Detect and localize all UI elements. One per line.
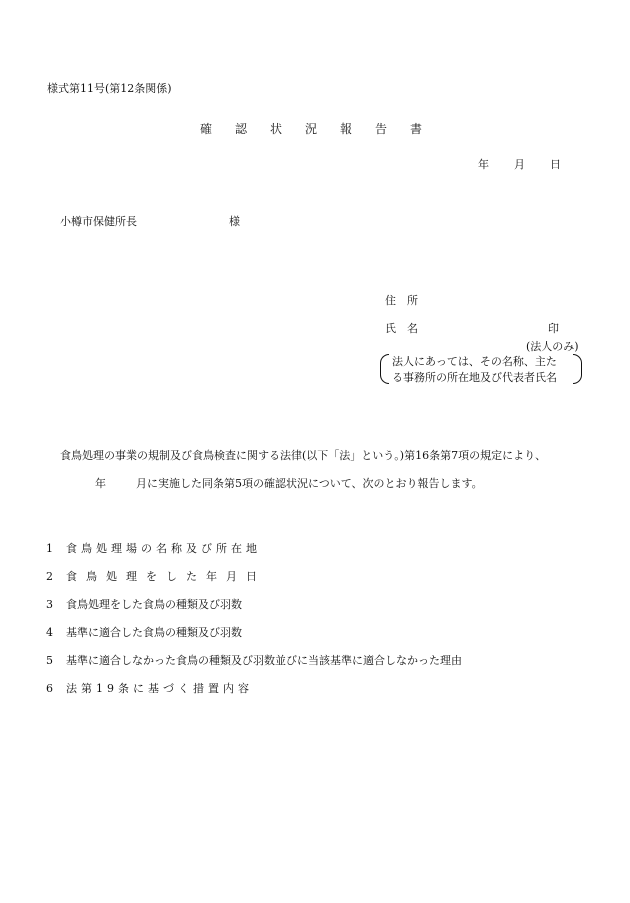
title-char: 況 xyxy=(305,122,318,136)
corporation-note xyxy=(380,353,582,385)
item-number: 5 xyxy=(46,654,53,667)
item-text: 基準に適合した食鳥の種類及び羽数 xyxy=(66,626,242,639)
note-line-1: 法人にあっては、その名称、主た xyxy=(392,355,557,368)
report-item xyxy=(46,540,261,556)
title-char: 告 xyxy=(375,122,388,136)
item-number: 2 xyxy=(46,570,53,583)
title-char: 状 xyxy=(270,122,283,136)
body-paragraph-line-1: 食鳥処理の事業の規制及び食鳥検査に関する法律(以下「法」という。)第16条第7項の規定により、 xyxy=(60,449,547,462)
title-char: 書 xyxy=(410,122,423,136)
recipient-honorific: 様 xyxy=(229,215,240,228)
left-bracket xyxy=(380,354,389,384)
form-number: 様式第11号(第12条関係) xyxy=(47,82,172,95)
seal-mark: 印 xyxy=(548,322,559,335)
body-year-label: 年 xyxy=(95,477,106,490)
item-text: 法第19条に基づく措置内容 xyxy=(66,682,253,695)
report-item xyxy=(46,624,242,640)
report-item xyxy=(46,596,242,612)
item-text: 食鳥処理場の名称及び所在地 xyxy=(66,542,261,555)
address-label: 住 所 xyxy=(385,294,418,307)
item-text: 基準に適合しなかった食鳥の種類及び羽数並びに当該基準に適合しなかった理由 xyxy=(66,654,462,667)
report-item xyxy=(46,652,462,668)
note-line-2: る事務所の所在地及び代表者氏名 xyxy=(392,371,557,384)
item-number: 3 xyxy=(46,598,53,611)
item-text: 食鳥処理をした食鳥の種類及び羽数 xyxy=(66,598,242,611)
report-item xyxy=(46,680,253,696)
title-char: 報 xyxy=(340,122,353,136)
title-char: 確 xyxy=(200,122,213,136)
item-number: 1 xyxy=(46,542,53,555)
date-day-label: 日 xyxy=(550,158,561,171)
document-title xyxy=(200,120,445,137)
item-number: 4 xyxy=(46,626,53,639)
corp-only-note: (法人のみ) xyxy=(526,340,579,353)
body-line-2-text: 月に実施した同条第5項の確認状況について、次のとおり報告します。 xyxy=(136,477,483,490)
recipient-name: 小樽市保健所長 xyxy=(60,215,137,228)
title-char: 認 xyxy=(235,122,248,136)
body-paragraph-line-2 xyxy=(95,475,483,491)
right-bracket xyxy=(573,354,582,384)
item-number: 6 xyxy=(46,682,53,695)
date-year-label: 年 xyxy=(478,158,489,171)
date-line xyxy=(478,156,586,172)
item-text: 食鳥処理をした年月日 xyxy=(66,570,266,583)
date-month-label: 月 xyxy=(514,158,525,171)
recipient xyxy=(60,213,240,229)
name-label: 氏 名 xyxy=(385,322,418,335)
report-item xyxy=(46,568,266,584)
